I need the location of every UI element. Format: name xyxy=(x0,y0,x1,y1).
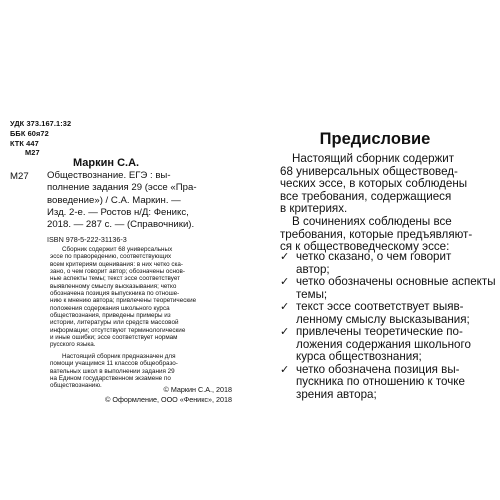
checklist-line: ложения содержания школьного xyxy=(296,337,471,351)
annotation-line: русского языка. xyxy=(50,341,96,349)
checkmark-icon: ✓ xyxy=(280,300,290,313)
paragraph-line: ся к обществоведческому эссе: xyxy=(280,240,450,253)
checklist-line: темы; xyxy=(296,287,328,301)
checklist-line: курса обществознания; xyxy=(296,350,422,363)
preface-heading: Предисловие xyxy=(319,130,431,148)
udk-code: УДК 373.167.1:32 xyxy=(10,119,72,128)
checklist-line: текст эссе соответствует выяв- xyxy=(296,300,464,313)
checklist-item xyxy=(280,275,496,301)
annotation-line: помощи учащимся 11 классов общеобразо- xyxy=(50,360,178,368)
checklist-line: четко сказано, о чем говорит xyxy=(296,250,452,263)
annotation-line: вательных школ в выполнении задания 29 xyxy=(50,367,175,375)
catalog-code: М27 xyxy=(10,171,29,182)
paragraph-line: Настоящий сборник содержит xyxy=(292,152,455,165)
annotation-paragraph xyxy=(50,246,230,349)
annotation-line: обществознания, приведены примеры из xyxy=(50,312,171,320)
bib-line: Изд. 2-е. — Ростов н/Д: Феникс, xyxy=(47,206,189,218)
classification-codes xyxy=(10,119,71,158)
checkmark-icon: ✓ xyxy=(280,275,290,288)
checklist-line: четко обозначены основные аспекты xyxy=(296,275,496,288)
bib-line: 2018. — 287 с. — (Справочники). xyxy=(47,219,195,231)
checklist-line: привлечены теоретические по- xyxy=(296,325,463,338)
annotation-line: положения содержания школьного курса xyxy=(50,304,170,312)
paragraph-line: требования, которые предъявляют- xyxy=(280,227,473,241)
preface-paragraph xyxy=(280,153,480,216)
annotation-line: информации; отсутствуют терминологические xyxy=(50,326,186,334)
paragraph-line: В сочинениях соблюдены все xyxy=(292,215,452,228)
checklist-line: зрения автора; xyxy=(296,387,377,401)
checklist-line: пускника по отношению к точке xyxy=(296,375,465,388)
checkmark-icon: ✓ xyxy=(280,250,290,263)
annotation-line: Настоящий сборник предназначен для xyxy=(62,353,176,360)
paragraph-line: все требования, содержащиеся xyxy=(280,189,452,203)
annotation-line: и иные ошибки; эссе соответствует нормам xyxy=(50,334,178,342)
checklist-item xyxy=(280,326,485,364)
annotation-line: эссе по праворедению, соответствующих xyxy=(50,253,172,261)
annotation-line: зано, о чем говорит автор; обозначены основ- xyxy=(50,268,185,276)
isbn: ISBN 978-5-222-31136-3 xyxy=(47,235,127,244)
paragraph-line: 68 универсальных обществовед- xyxy=(280,164,458,178)
checklist-line: автор; xyxy=(296,262,330,276)
preface-page xyxy=(250,0,500,500)
annotation-line: истории, литературы или средств массовой xyxy=(50,319,179,327)
checklist-item xyxy=(280,301,485,326)
bib-line: полнение задания 29 (эссе «Пра- xyxy=(47,182,197,194)
paragraph-line: ческих эссе, в которых соблюдены xyxy=(280,177,468,190)
checklist-item xyxy=(280,364,485,402)
annotation-line: обществознанию. xyxy=(50,382,102,390)
checklist-line: четко обозначена позиция вы- xyxy=(296,362,460,376)
bibliographic-description xyxy=(47,170,231,231)
ktk-code: КТК 447 xyxy=(10,138,39,148)
requirements-checklist xyxy=(280,250,496,401)
annotation-line: обозначена позиция выпускника по отноше- xyxy=(50,290,180,298)
bbk-code: ББК 60я72 xyxy=(10,128,49,138)
annotation-line: выявленному смыслу высказывания; четко xyxy=(50,282,177,290)
checkmark-icon: ✓ xyxy=(280,362,290,376)
checklist-line: ленному смыслу высказывания; xyxy=(296,312,470,326)
copyright-author: © Маркин С.А., 2018 xyxy=(163,385,232,394)
bib-line: Обществознание. ЕГЭ : вы- xyxy=(47,170,171,181)
checklist-item xyxy=(280,251,485,276)
preface-paragraph xyxy=(280,216,480,254)
annotation-line: Сборник содержит 68 универсальных xyxy=(62,246,173,253)
annotation-line: ные аспекты темы; текст эссе соответствует xyxy=(50,275,180,283)
paragraph-line: в критериях. xyxy=(280,202,348,215)
author-mark: М27 xyxy=(25,148,40,158)
checkmark-icon: ✓ xyxy=(280,325,290,338)
bib-line: воведение») / С.А. Маркин. — xyxy=(47,194,181,206)
author-name: Маркин С.А. xyxy=(73,157,140,169)
annotation-line: всем критериям оценивания: в них четко ска- xyxy=(50,260,183,268)
copyright-design: © Оформление, ООО «Феникс», 2018 xyxy=(105,395,232,404)
annotation-line: на Едином государственном экзамене по xyxy=(50,375,171,383)
annotation-line: нию к мнению автора; привлечены теоретические xyxy=(50,297,197,305)
